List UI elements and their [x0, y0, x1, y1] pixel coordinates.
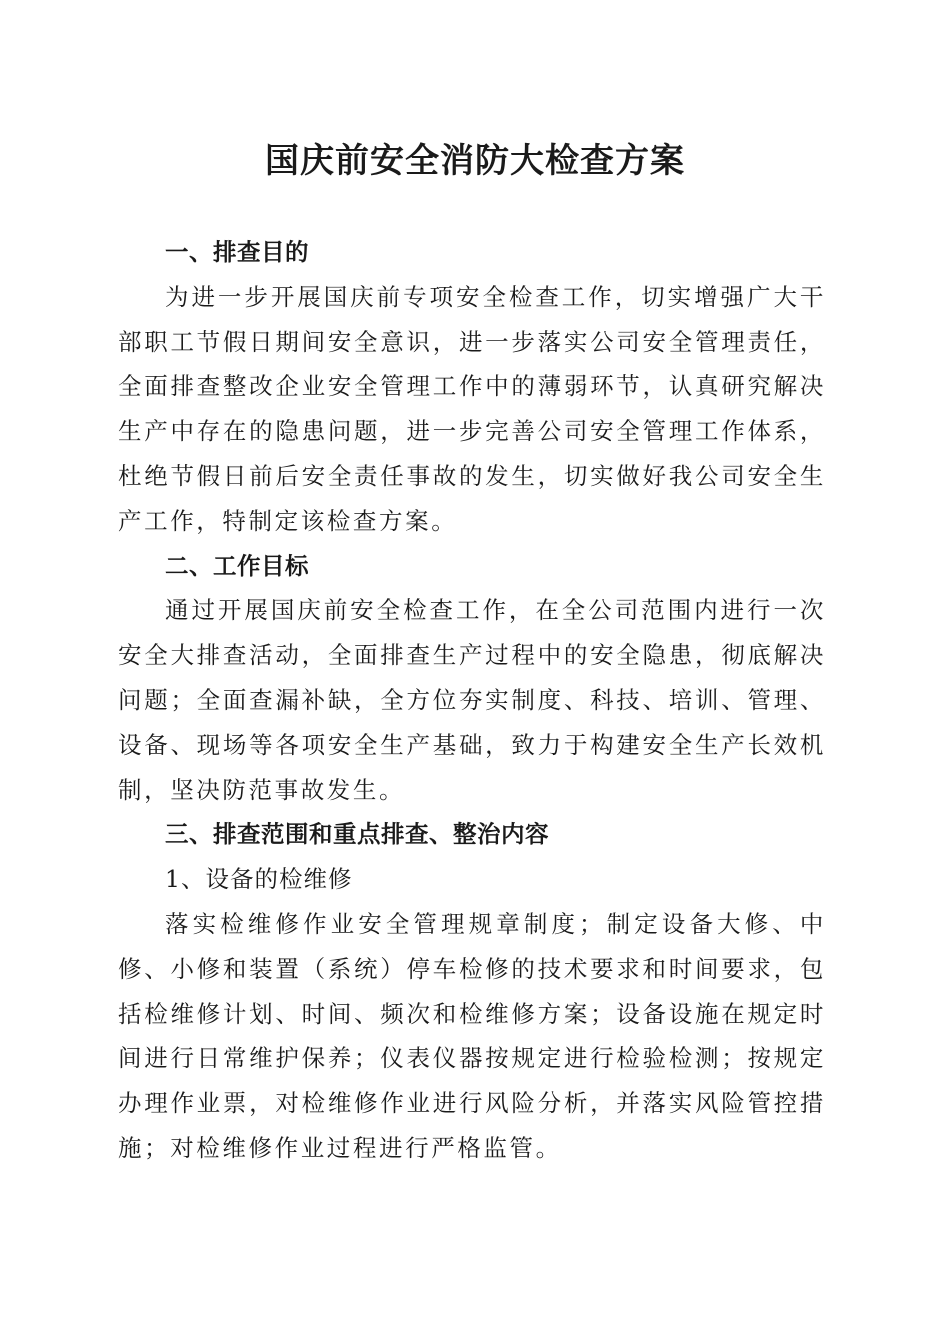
section-paragraph-purpose: 为进一步开展国庆前专项安全检查工作，切实增强广大干部职工节假日期间安全意识，进一步落实公司安全管理责任，全面排查整改企业安全管理工作中的薄弱环节，认真研究解决生产中存在的隐患问题，进一步完善公司安全管理工作体系，杜绝节假日前后安全责任事故的发生，切实做好我公司安全生产工作，特制定该检查方案。 [118, 282, 826, 535]
document-title: 国庆前安全消防大检查方案 [265, 141, 685, 181]
section-paragraph-goals: 通过开展国庆前安全检查工作，在全公司范围内进行一次安全大排查活动，全面排查生产过程中的安全隐患，彻底解决问题；全面查漏补缺，全方位夯实制度、科技、培训、管理、设备、现场等各项安全生产基础，致力于构建安全生产长效机制，坚决防范事故发生。 [118, 596, 826, 804]
section-heading-goals: 二、工作目标 [165, 551, 309, 580]
section-subheading-maintenance: 1、设备的检维修 [165, 865, 353, 894]
document-body [118, 230, 826, 1171]
section-heading-purpose: 一、排查目的 [165, 238, 309, 266]
section-paragraph-maintenance: 落实检维修作业安全管理规章制度；制定设备大修、中修、小修和装置（系统）停车检修的技术要求和时间要求，包括检维修计划、时间、频次和检维修方案；设备设施在规定时间进行日常维护保养；仪表仪器按规定进行检验检测；按规定办理作业票，对检维修作业进行风险分析，并落实风险管控措施；对检维修作业过程进行严格监管。 [118, 909, 826, 1162]
section-heading-scope: 三、排查范围和重点排查、整治内容 [165, 820, 549, 849]
